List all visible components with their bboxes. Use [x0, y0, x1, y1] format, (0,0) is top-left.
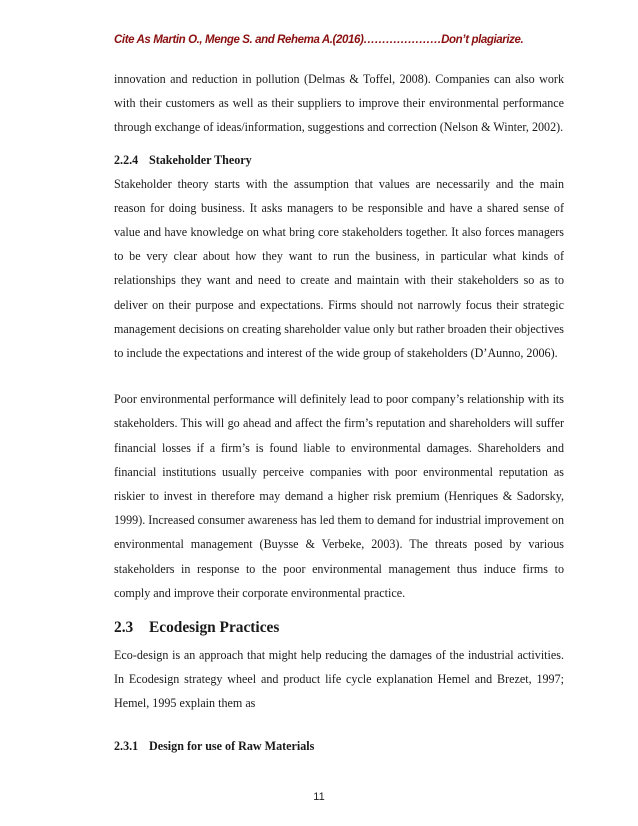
section-number: 2.2.4: [114, 152, 139, 167]
paragraph-ecodesign: Eco-design is an approach that might help reducing the damages of the industrial activities. In Ecodesign strategy wheel and product life cycle explanation Hemel and Brezet, 1997; Hemel, 1995 explain them as: [114, 648, 564, 711]
section-number: 2.3.1: [114, 738, 139, 753]
section-title: Stakeholder Theory: [149, 152, 252, 167]
page-header-citation: Cite As Martin O., Menge S. and Rehema A.(2016)…………………Don’t plagiarize.: [114, 34, 524, 46]
page-number: 11: [313, 791, 325, 803]
section-title: Design for use of Raw Materials: [149, 738, 315, 753]
paragraph-environmental-performance: Poor environmental performance will definitely lead to poor company’s relationship with its stakeholders. This will go ahead and affect the firm’s reputation and shareholders will suffer financial losses if a firm’s is found liable to environmental damages. Shareholders and financial institutions usually perceive companies with poor environmental reputation as riskier to invest in therefore may demand a higher risk premium (Henriques & Sadorsky, 1999). Increased consumer awareness has led them to demand for industrial improvement on environmental management (Buysse & Verbeke, 2003). The threats posed by various stakeholders in response to the poor environmental management thus induce firms to comply and improve their corporate environmental practice.: [114, 392, 564, 600]
paragraph-gap: [114, 716, 564, 734]
section-number: 2.3: [114, 619, 134, 637]
page-body: [114, 67, 564, 758]
paragraph-pollution: innovation and reduction in pollution (Delmas & Toffel, 2008). Companies can also work with their customers as well as their suppliers to improve their environmental performance through exchange of ideas/information, suggestions and correction (Nelson & Winter, 2002).: [114, 72, 564, 135]
section-heading-stakeholder-theory: [114, 148, 564, 172]
paragraph-gap: [114, 365, 564, 387]
paragraph-gap: [114, 140, 564, 148]
section-heading-raw-materials: [114, 734, 564, 758]
paragraph-stakeholder-theory: Stakeholder theory starts with the assumption that values are necessarily and the main reason for doing business. It asks managers to be responsible and have a shared sense of value and have knowledge on what bring core stakeholders together. It also forces managers to be very clear about how they want to run the business, in particular what kinds of relationships they want and need to create and maintain with their stakeholders so as to deliver on their purpose and expectations. Firms should not narrowly focus their strategic management decisions on creating shareholder value only but rather broaden their objectives to include the expectations and interest of the wide group of stakeholders (D’Aunno, 2006).: [114, 176, 564, 361]
section-title: Ecodesign Practices: [149, 619, 280, 637]
section-heading-ecodesign-practices: [114, 615, 564, 641]
